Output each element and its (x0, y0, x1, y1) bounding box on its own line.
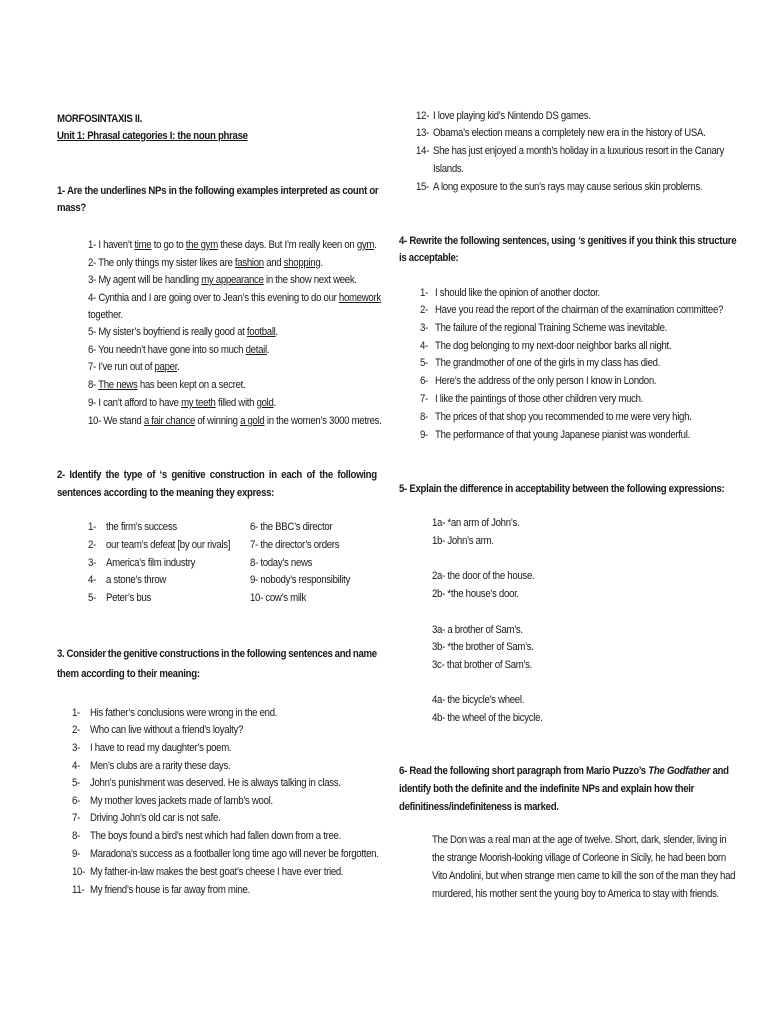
exercise2-heading-line2: sentences according to the meaning they express: (57, 487, 275, 499)
exercise3-heading-line2: them according to their meaning: (57, 668, 200, 680)
item-number: 12- (416, 110, 430, 122)
item-text: The prices of that shop you recommended to me were very high. (435, 411, 692, 423)
text-segment: 6- You needn’t have gone into so much (88, 344, 246, 356)
list-item (88, 238, 376, 252)
text-segment: 8- (88, 379, 99, 391)
exercise6-heading-post: and (710, 765, 729, 777)
text-segment: . (273, 397, 276, 409)
item-text: My friend’s house is far away from mine. (90, 884, 250, 896)
item-text: Maradona’s success as a footballer long time ago will never be forgotten. (90, 848, 379, 860)
exercise5-heading: 5- Explain the difference in acceptability between the following expressions: (399, 483, 725, 495)
item-text: Who can live without a friend’s loyalty? (90, 724, 244, 736)
exercise4-heading-post: genitives if you think this structure (585, 235, 737, 247)
genitive-item: 10- cow’s milk (250, 592, 307, 604)
item-text: I love playing kid’s Nintendo DS games. (433, 110, 591, 122)
heading-word: constructions (159, 648, 220, 660)
exercise6-heading-pre: 6- Read the following short paragraph from Mario Puzzo’s (399, 765, 649, 777)
exercise3-heading-line1 (57, 647, 377, 661)
item-text: Islands. (433, 163, 464, 175)
paragraph-line: the strange Moorish-looking village of Corleone in Sicily, he had been born (432, 852, 726, 864)
expression-item: 3b- *the brother of Sam’s. (432, 641, 534, 653)
list-item (88, 291, 381, 305)
heading-word: of (306, 469, 315, 481)
genitive-item: 9- nobody’s responsibility (250, 574, 351, 586)
heading-word: the (105, 469, 120, 481)
item-text: Men’s clubs are a rarity these days. (90, 760, 231, 772)
list-item (88, 256, 323, 270)
heading-word: sentences (288, 648, 333, 660)
item-number: 7- (420, 393, 428, 405)
item-text: Have you read the report of the chairman of the examination committee? (435, 304, 724, 316)
exercise6-heading-line3: definitiness/indefiniteness is marked. (399, 801, 559, 813)
underlined-np: my appearance (201, 274, 264, 286)
genitive-item: 7- the director’s orders (250, 539, 340, 551)
item-number: 1- (72, 707, 80, 719)
expression-item: 2a- the door of the house. (432, 570, 535, 582)
heading-word: the (231, 648, 245, 660)
text-segment: in the women’s 3000 metres. (264, 415, 382, 427)
heading-word: in (221, 648, 230, 660)
item-text: Driving John’s old car is not safe. (90, 812, 221, 824)
underlined-np: a fair chance (143, 415, 196, 427)
heading-word: name (352, 648, 377, 660)
item-number: 2- (72, 724, 80, 736)
item-text: The grandmother of one of the girls in my class has died. (435, 357, 661, 369)
expression-item: 4b- the wheel of the bicycle. (432, 712, 543, 724)
item-number: 2- (420, 304, 428, 316)
heading-word: Consider (66, 648, 106, 660)
list-item (88, 396, 276, 410)
item-text: I should like the opinion of another doctor. (435, 287, 600, 299)
item-number: 15- (416, 181, 430, 193)
item-text: the firm’s success (106, 521, 177, 533)
text-segment: 7- I’ve run out of (88, 361, 155, 373)
heading-word: type (123, 469, 143, 481)
heading-word: Identify (69, 469, 102, 481)
text-segment: to go to (151, 239, 186, 251)
underlined-np: gym (356, 239, 375, 251)
item-text: a stone’s throw (106, 574, 167, 586)
text-segment: filled with (215, 397, 257, 409)
item-number: 11- (72, 884, 85, 896)
text-segment: . (275, 326, 278, 338)
underlined-np: the gym (185, 239, 218, 251)
item-number: 7- (72, 812, 80, 824)
book-title: The Godfather (648, 765, 711, 777)
item-number: 4- (72, 760, 80, 772)
expression-item: 2b- *the house’s door. (432, 588, 519, 600)
list-item (88, 414, 382, 428)
underlined-np: football (246, 326, 276, 338)
item-text: our team’s defeat [by our rivals] (106, 539, 231, 551)
item-number: 5- (72, 777, 80, 789)
item-text: His father’s conclusions were wrong in the end. (90, 707, 278, 719)
exercise6-heading-line2: identify both the definite and the indefinite NPs and explain how their (399, 783, 695, 795)
item-text: Obama’s election means a completely new era in the history of USA. (433, 127, 706, 139)
item-number: 14- (416, 145, 430, 157)
item-text: Peter’s bus (106, 592, 152, 604)
heading-word: following (246, 648, 287, 660)
item-text: The failure of the regional Training Scheme was inevitable. (435, 322, 668, 334)
underlined-np: homework (338, 292, 381, 304)
list-item (88, 273, 357, 287)
item-number: 9- (72, 848, 80, 860)
item-text: America’s film industry (106, 557, 196, 569)
heading-word: ‘s (159, 469, 167, 481)
item-number: 3- (72, 742, 80, 754)
heading-word: each (281, 469, 303, 481)
item-number: 5- (88, 592, 96, 604)
exercise4-heading-line1 (399, 234, 736, 248)
heading-word: genitive (171, 469, 206, 481)
item-text: The performance of that young Japanese pianist was wonderful. (435, 429, 690, 441)
text-segment: 3- My agent will be handling (88, 274, 202, 286)
list-item (88, 360, 179, 374)
heading-word: genitive (123, 648, 158, 660)
unit-title: Unit 1: Phrasal categories I: the noun phrase (57, 130, 248, 142)
heading-word: the (107, 648, 122, 660)
item-text: A long exposure to the sun’s rays may cause serious skin problems. (433, 181, 703, 193)
item-number: 2- (88, 539, 96, 551)
exercise4-heading-em: ‘s (577, 235, 586, 247)
underlined-np: my teeth (181, 397, 216, 409)
heading-word: of (146, 469, 156, 481)
expression-item: 1b- John’s arm. (432, 535, 494, 547)
item-text: The boys found a bird’s nest which had fallen down from a tree. (90, 830, 341, 842)
list-item (88, 378, 245, 392)
text-segment: . (266, 344, 270, 356)
list-item (88, 325, 278, 339)
item-number: 10- (72, 866, 86, 878)
underlined-np: paper (154, 361, 178, 373)
item-number: 6- (72, 795, 80, 807)
exercise2-heading-line1 (57, 468, 377, 482)
item-number: 8- (72, 830, 80, 842)
expression-item: 3a- a brother of Sam’s. (432, 624, 523, 636)
item-text: She has just enjoyed a month’s holiday in a luxurious resort in the Canary (433, 145, 724, 157)
item-text: My mother loves jackets made of lamb’s wool. (90, 795, 273, 807)
genitive-item: 8- today’s news (250, 557, 313, 569)
item-number: 13- (416, 127, 430, 139)
underlined-np: shopping (283, 257, 321, 269)
item-number: 4- (420, 340, 428, 352)
heading-word: and (334, 648, 351, 660)
text-segment: . (177, 361, 180, 373)
exercise1-heading-line1: 1- Are the underlines NPs in the following examples interpreted as count or (57, 185, 379, 197)
text-segment: 1- I haven’t (88, 239, 135, 251)
genitive-item: 6- the BBC’s director (250, 521, 333, 533)
text-segment: 2- The only things my sister likes are (88, 257, 235, 269)
heading-word: in (268, 469, 277, 481)
underlined-np: fashion (234, 257, 264, 269)
item-number: 5- (420, 357, 428, 369)
exercise4-heading-pre: 4- Rewrite the following sentences, using (399, 235, 578, 247)
exercise1-heading-line2: mass? (57, 202, 86, 214)
exercise4-heading-line2: is acceptable: (399, 252, 459, 264)
text-segment: these days. But I’m really keen on (217, 239, 357, 251)
text-segment: . (320, 257, 323, 269)
expression-item: 3c- that brother of Sam’s. (432, 659, 533, 671)
text-segment: in the show next week. (263, 274, 357, 286)
item-text: John’s punishment was deserved. He is always talking in class. (90, 777, 341, 789)
expression-item: 1a- *an arm of John’s. (432, 517, 520, 529)
item-text: The dog belonging to my next-door neighbor barks all night. (435, 340, 672, 352)
item-text: I like the paintings of those other children very much. (435, 393, 644, 405)
course-title: MORFOSINTAXIS II. (57, 113, 143, 125)
text-segment: has been kept on a secret. (137, 379, 246, 391)
item-number: 4- (88, 574, 96, 586)
text-segment: and (263, 257, 284, 269)
exercise6-heading-line1 (399, 764, 729, 778)
item-text: My father-in-law makes the best goat’s cheese I have ever tried. (90, 866, 344, 878)
item-number: 1- (88, 521, 96, 533)
text-segment: 5- My sister’s boyfriend is really good at (88, 326, 247, 338)
expression-item: 4a- the bicycle’s wheel. (432, 694, 525, 706)
list-item (88, 308, 123, 322)
text-segment: 9- I can’t afford to have (88, 397, 182, 409)
underlined-np: The news (98, 379, 138, 391)
item-number: 9- (420, 429, 428, 441)
heading-word: following (337, 469, 377, 481)
heading-word: 3. (57, 648, 65, 660)
text-segment: 10- We stand (88, 415, 144, 427)
item-number: 6- (420, 375, 428, 387)
paragraph-line: Vito Andolini, but when strange men came to kill the son of the man they had (432, 870, 736, 882)
item-text: Here’s the address of the only person I know in London. (435, 375, 657, 387)
heading-word: the (319, 469, 333, 481)
item-number: 3- (420, 322, 428, 334)
underlined-np: time (134, 239, 152, 251)
item-number: 3- (88, 557, 96, 569)
item-number: 1- (420, 287, 428, 299)
paragraph-line: murdered, his mother sent the young boy to America to stay with friends. (432, 888, 719, 900)
text-segment: of winning (195, 415, 241, 427)
underlined-np: gold (256, 397, 274, 409)
text-segment: together. (88, 309, 123, 321)
text-segment: . (374, 239, 377, 251)
underlined-np: a gold (240, 415, 265, 427)
paragraph-line: The Don was a real man at the age of twelve. Short, dark, slender, living in (432, 834, 727, 846)
heading-word: construction (209, 469, 265, 481)
underlined-np: detail (245, 344, 267, 356)
list-item (88, 343, 269, 357)
heading-word: 2- (57, 469, 65, 481)
item-number: 8- (420, 411, 428, 423)
item-text: I have to read my daughter’s poem. (90, 742, 232, 754)
text-segment: 4- Cynthia and I are going over to Jean’s this evening to do our (88, 292, 339, 304)
